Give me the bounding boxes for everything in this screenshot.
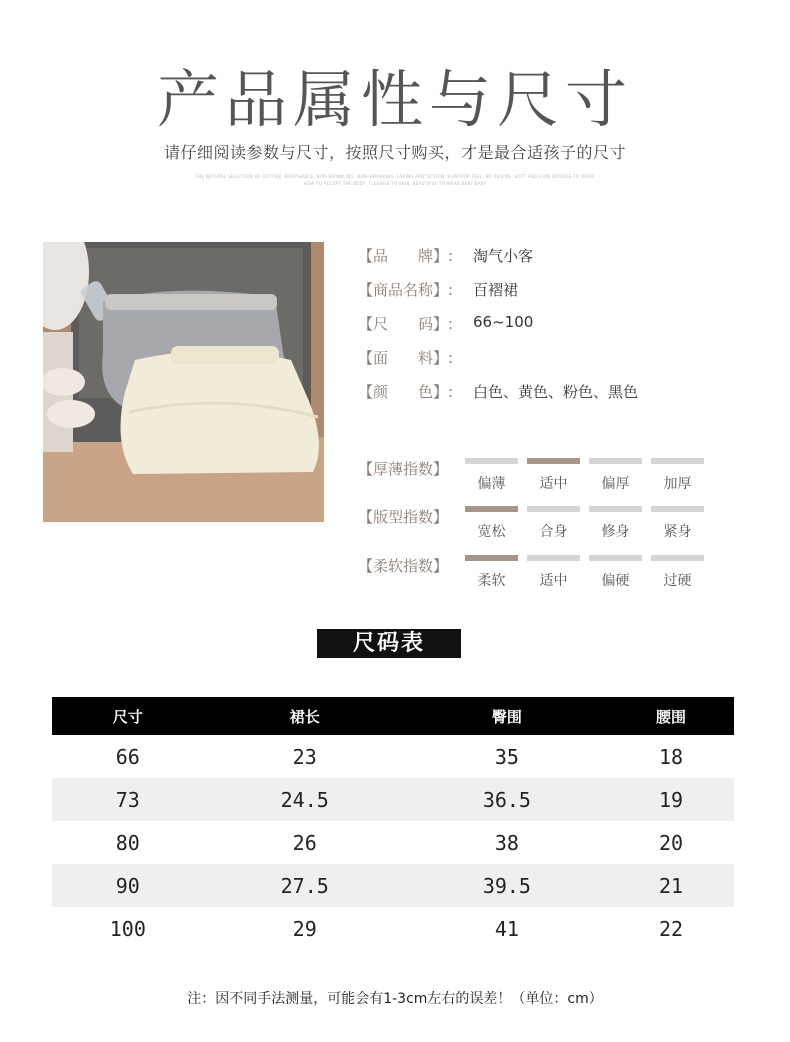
fit-index-label: 【版型指数】: [358, 508, 449, 526]
table-row: [52, 778, 734, 821]
measurement-note: 注：因不同手法测量，可能会有1-3cm左右的误差！（单位：cm）: [187, 991, 603, 1007]
softness-bar-2: [589, 555, 642, 561]
fine-print-line-2: HOW TO ACCEPT THE BODY, FLEXIBLE TO SKIN, BEAUTIFUL TO WEAR BABY BABY: [303, 181, 487, 186]
softness-option: 柔软: [477, 573, 506, 589]
thickness-bar-1-selected: [527, 458, 580, 464]
table-cell: 20: [658, 830, 684, 855]
table-row: [52, 821, 734, 864]
fit-bar-3: [651, 506, 704, 512]
table-cell: 26: [292, 830, 317, 855]
thickness-bar-2: [589, 458, 642, 464]
fit-option: 紧身: [663, 524, 692, 540]
page-title: 产品属性与尺寸: [156, 63, 633, 136]
size-chart-title: 尺码表: [317, 629, 461, 658]
table-cell: 24.5: [204, 778, 406, 821]
attr-label: 【颜 色】:: [358, 383, 454, 401]
fit-option: 合身: [539, 524, 568, 540]
fit-option: 宽松: [477, 524, 506, 540]
fit-bar-0-selected: [465, 506, 518, 512]
fit-option: 修身: [601, 524, 630, 540]
attr-label: 【尺 码】:: [358, 315, 454, 333]
table-cell: 90: [52, 864, 204, 907]
fine-print-line-1: THE NATURAL SELECTION OF COTTON, BREATHABLE, NON-WRINKLING, NON-SHRINKING, FADING PROTECTION, SUPERIOR FEEL, NO PILLING, SOFT AND COMFORTABLE TO WEAR: [195, 174, 595, 179]
thickness-index-label: 【厚薄指数】: [358, 460, 449, 478]
table-row: [52, 735, 734, 778]
thickness-option: 偏薄: [477, 476, 506, 492]
column-header: 腰围: [608, 697, 734, 735]
attr-label: 【商品名称】:: [358, 281, 454, 299]
column-header: 尺寸: [52, 697, 204, 735]
table-row: [52, 907, 734, 950]
attr-value: 百褶裙: [473, 281, 519, 299]
attr-value: 淘气小客: [473, 247, 534, 265]
softness-option: 偏硬: [601, 573, 630, 589]
attr-label: 【面 料】:: [358, 349, 454, 367]
table-cell: 41: [494, 916, 519, 941]
fit-bar-1: [527, 506, 580, 512]
table-cell: 19: [608, 778, 734, 821]
size-chart-table: [52, 697, 734, 950]
column-header: 裙长: [204, 697, 406, 735]
softness-option: 过硬: [663, 573, 692, 589]
thickness-option: 偏厚: [601, 476, 630, 492]
table-cell: 35: [494, 744, 519, 769]
thickness-bar-3: [651, 458, 704, 464]
table-cell: 38: [494, 830, 519, 855]
column-header: 臀围: [406, 697, 608, 735]
table-cell: 39.5: [406, 864, 608, 907]
table-cell: 66: [115, 744, 140, 769]
table-cell: 36.5: [406, 778, 608, 821]
fit-bar-2: [589, 506, 642, 512]
table-cell: 100: [109, 916, 146, 941]
table-cell: 80: [115, 830, 140, 855]
table-cell: 27.5: [204, 864, 406, 907]
softness-bar-3: [651, 555, 704, 561]
product-photo: [43, 242, 324, 522]
size-chart-header-row: [52, 697, 734, 735]
softness-bar-1: [527, 555, 580, 561]
table-row: [52, 864, 734, 907]
attr-label: 【品 牌】:: [358, 247, 454, 265]
table-cell: 21: [608, 864, 734, 907]
table-cell: 22: [658, 916, 684, 941]
softness-index-label: 【柔软指数】: [358, 557, 449, 575]
table-cell: 18: [658, 744, 684, 769]
page-subtitle: 请仔细阅读参数与尺寸，按照尺寸购买，才是最合适孩子的尺寸: [163, 143, 626, 162]
softness-option: 适中: [539, 573, 568, 589]
thickness-option: 加厚: [663, 476, 692, 492]
table-cell: 23: [292, 744, 317, 769]
attr-value: 66~100: [473, 313, 534, 331]
thickness-option: 适中: [539, 476, 568, 492]
table-cell: 73: [52, 778, 204, 821]
softness-bar-0-selected: [465, 555, 518, 561]
thickness-bar-0: [465, 458, 518, 464]
table-cell: 29: [292, 916, 317, 941]
attr-value: 白色、黄色、粉色、黑色: [473, 383, 639, 401]
